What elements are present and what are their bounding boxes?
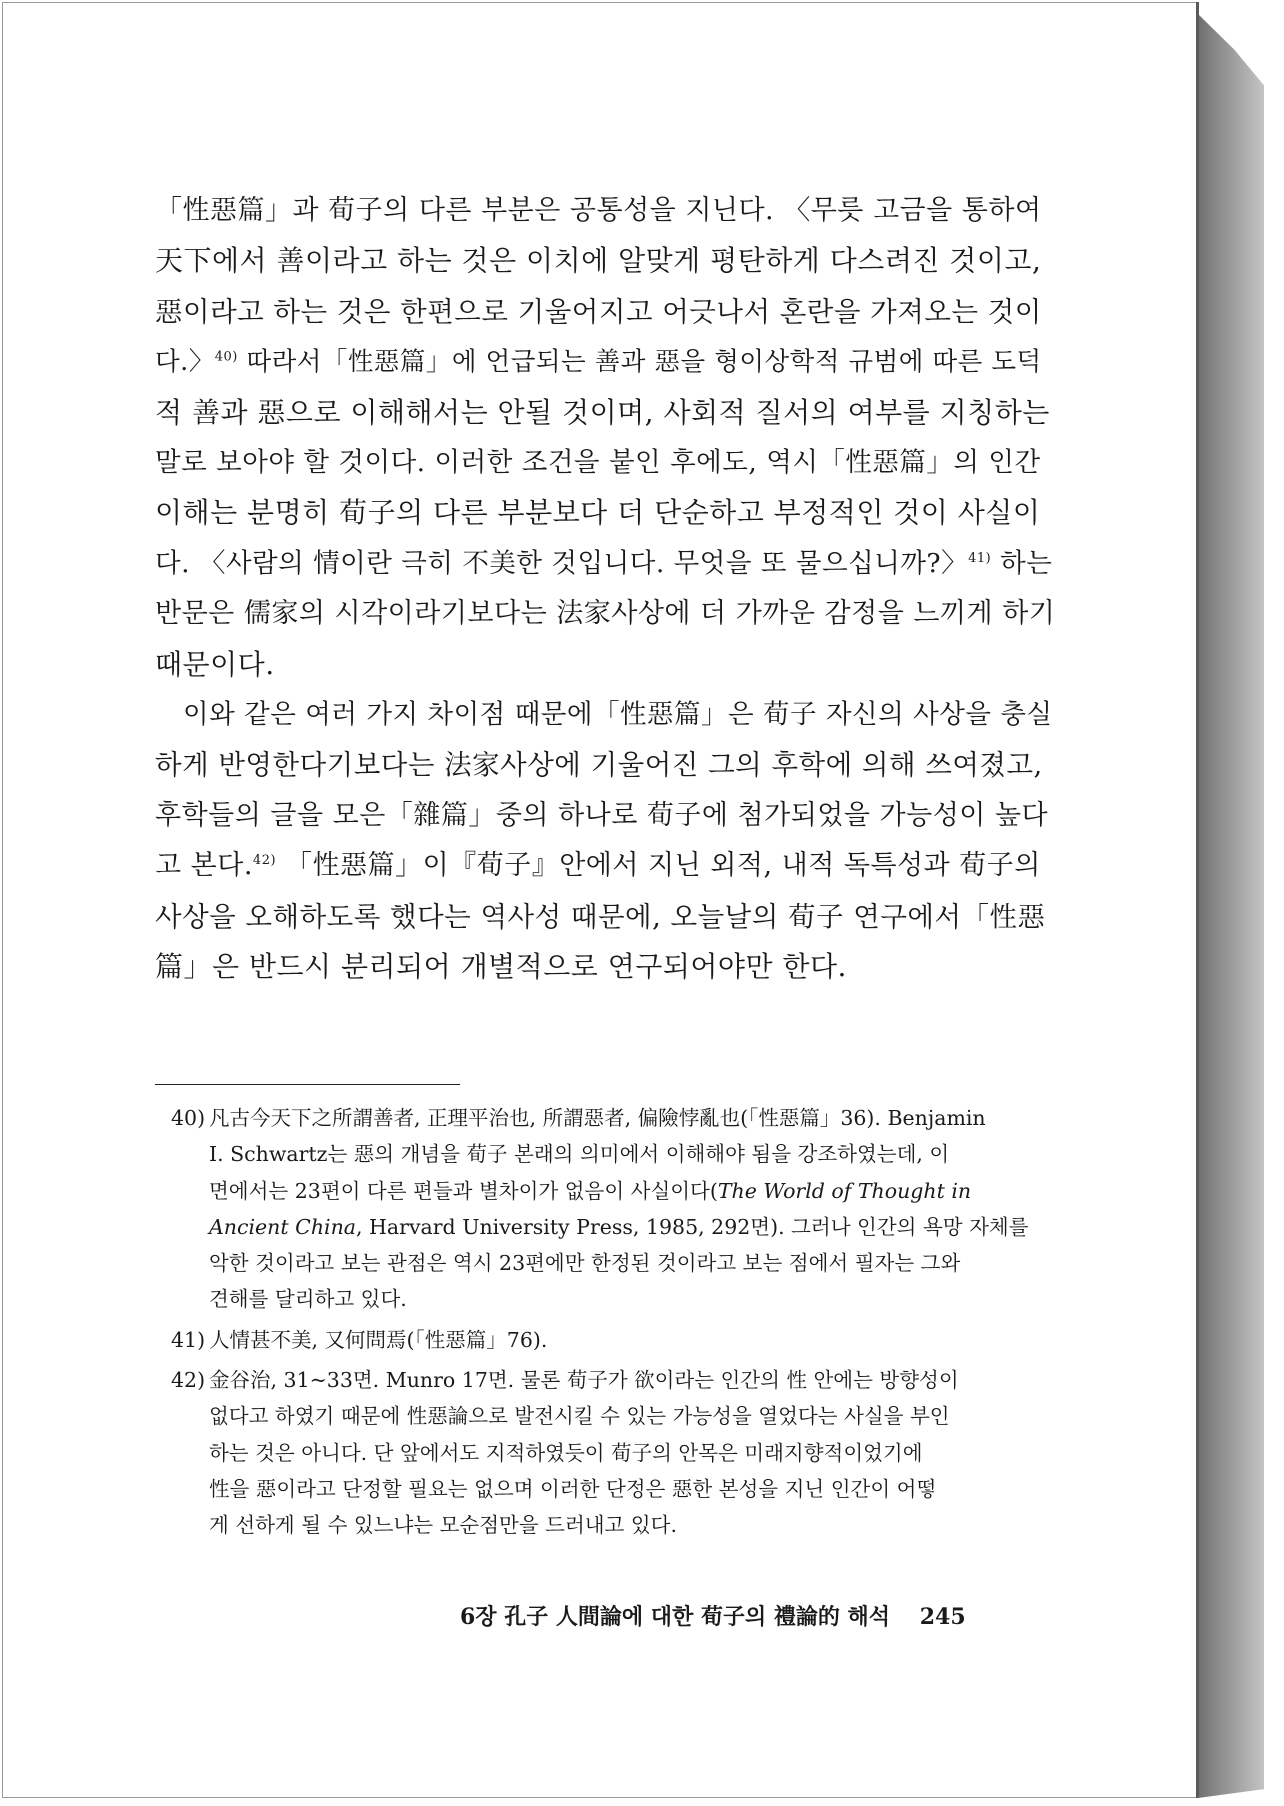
body-text-span: 고 본다. — [155, 850, 253, 882]
body-line: 반문은 儒家의 시각이라기보다는 法家사상에 더 가까운 감정을 느끼게 하기 — [155, 598, 1056, 630]
footnote-line: 견해를 달리하고 있다. — [209, 1287, 407, 1312]
body-text-span: 다. 〈사람의 情이란 극히 不美한 것입니다. 무엇을 또 물으십니까?〉 — [155, 547, 969, 579]
body-line: 天下에서 善이라고 하는 것은 이치에 알맞게 평탄하게 다스려진 것이고, — [155, 244, 1042, 278]
main-text — [155, 186, 1055, 993]
book-page-edge — [1198, 14, 1264, 1798]
body-line: 篇」은 반드시 분리되어 개별적으로 연구되어야만 한다. — [155, 950, 847, 984]
body-text-span: 「性惡篇」이『荀子』안에서 지닌 외적, 내적 독특성과 荀子의 — [285, 850, 1041, 882]
body-text-span: 다.〉 — [155, 347, 215, 378]
footnote-line: 하는 것은 아니다. 단 앞에서도 지적하였듯이 荀子의 안목은 미래지향적이었기에 — [209, 1440, 923, 1465]
book-title-italic: The World of Thought in — [717, 1178, 972, 1203]
footnote-line: 게 선하게 될 수 있느냐는 모순점만을 드러내고 있다. — [209, 1513, 677, 1538]
body-line: 「性惡篇」과 荀子의 다른 부분은 공통성을 지닌다. 〈무릇 고금을 통하여 — [155, 195, 1042, 226]
footnote-number: 40) — [171, 1106, 206, 1130]
footnote-line: 金谷治, 31~33면. Munro 17면. 물론 荀子가 欲이라는 인간의 性 안에는 방향성이 — [209, 1368, 959, 1393]
body-line — [155, 539, 1055, 589]
book-title-italic: Ancient China — [209, 1214, 357, 1239]
body-line: 하게 반영한다기보다는 法家사상에 기울어진 그의 후학에 의해 쓰여졌고, — [155, 749, 1043, 782]
footnote-line: 凡古今天下之所謂善者, 正理平治也, 所謂惡者, 偏險悖亂也(「性惡篇」36). Benjamin — [209, 1106, 986, 1130]
footnote-line: I. Schwartz는 惡의 개념을 荀子 본래의 의미에서 이해해야 됨을 강조하였는데, 이 — [209, 1142, 950, 1167]
body-line: 사상을 오해하도록 했다는 역사성 때문에, 오늘날의 荀子 연구에서「性惡 — [155, 900, 1046, 933]
footnote-ref-40: 40) — [214, 349, 238, 365]
body-line: 惡이라고 하는 것은 한편으로 기울어지고 어긋나서 혼란을 가져오는 것이 — [155, 295, 1042, 328]
running-head: 6장 孔子 人間論에 대한 荀子의 禮論的 해석 — [460, 1604, 891, 1630]
page-number: 245 — [919, 1604, 966, 1630]
footnote-ref-42: 42) — [252, 853, 277, 869]
footnote-40 — [155, 1100, 1055, 1318]
body-text-span: 따라서「性惡篇」에 언급되는 善과 惡을 형이상학적 규범에 따른 도덕 — [237, 347, 1042, 378]
footnote-line — [209, 1173, 1055, 1209]
body-line: 적 善과 惡으로 이해해서는 안될 것이며, 사회적 질서의 여부를 지칭하는 — [155, 395, 1050, 429]
footnote-divider — [155, 1084, 460, 1085]
body-line: 후학들의 글을 모은「雜篇」중의 하나로 荀子에 첨가되었을 가능성이 높다 — [155, 799, 1049, 831]
body-line: 이해는 분명히 荀子의 다른 부분보다 더 단순하고 부정적인 것이 사실이 — [155, 496, 1041, 530]
body-line: 이와 같은 여러 가지 차이점 때문에「性惡篇」은 荀子 자신의 사상을 충실 — [183, 699, 1053, 731]
footnote-ref-41: 41) — [968, 551, 992, 567]
footnote-text: 면에서는 23편이 다른 편들과 별차이가 없음이 사실이다( — [209, 1178, 718, 1203]
body-line: 때문이다. — [155, 647, 275, 681]
footnote-line: 없다고 하였기 때문에 性惡論으로 발전시킬 수 있는 가능성을 열었다는 사실을 부인 — [209, 1404, 950, 1429]
page-edge-shadow — [1196, 2, 1199, 1798]
body-text-span: 하는 — [991, 547, 1053, 579]
footnote-line: 악한 것이라고 보는 관점은 역시 23편에만 한정된 것이라고 보는 점에서 필자는 그와 — [209, 1251, 961, 1276]
body-line — [155, 841, 1055, 891]
footnote-41 — [155, 1322, 1055, 1358]
body-line: 말로 보아야 할 것이다. 이러한 조건을 붙인 후에도, 역시「性惡篇」의 인간 — [155, 447, 1041, 479]
body-line — [155, 337, 1055, 387]
footnote-line: 人情甚不美, 又何問焉(「性惡篇」76). — [209, 1327, 548, 1352]
footnote-number: 42) — [171, 1368, 206, 1393]
footnote-text: , Harvard University Press, 1985, 292면). 그러나 인간의 욕망 자체를 — [356, 1214, 1029, 1239]
footnote-number: 41) — [171, 1327, 206, 1352]
running-footer — [460, 1600, 1020, 1631]
footnote-42 — [155, 1362, 1055, 1543]
footnote-line: 性을 惡이라고 단정할 필요는 없으며 이러한 단정은 惡한 본성을 지닌 인간이 어떻 — [209, 1476, 937, 1501]
footnote-line — [209, 1209, 1055, 1245]
footnotes — [155, 1100, 1055, 1548]
